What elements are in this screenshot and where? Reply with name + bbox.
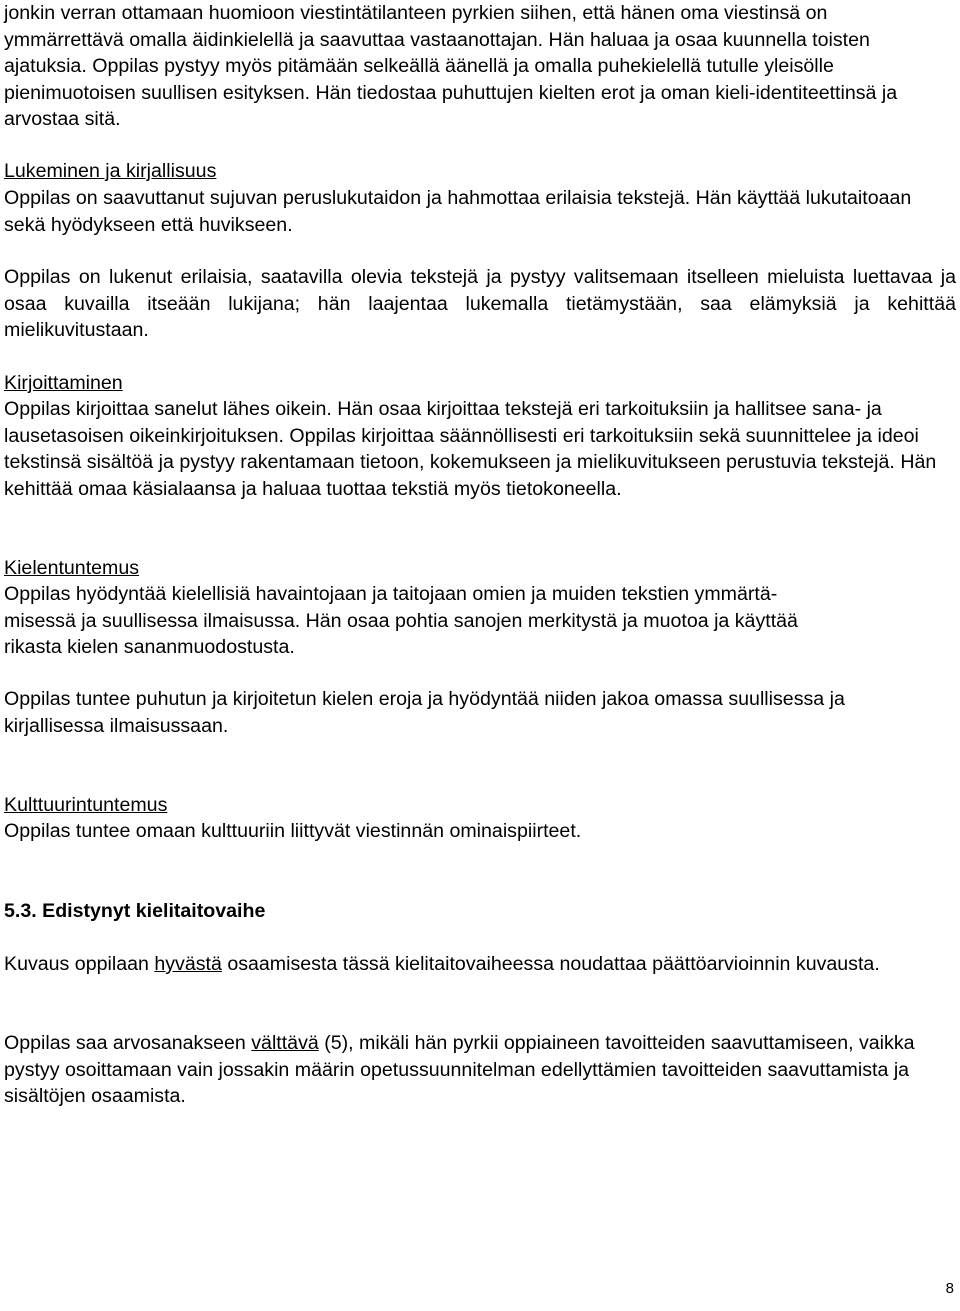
- culture-paragraph-1: Oppilas tuntee omaan kulttuuriin liittyvät viestinnän ominaispiirteet.: [4, 820, 582, 842]
- language-awareness-paragraph-1: [4, 581, 956, 661]
- page-number: 8: [945, 1280, 954, 1297]
- reading-paragraph-2: Oppilas on lukenut erilaisia, saatavilla olevia tekstejä ja pystyy valitsemaan itselleen mieluista luettavaa ja osaa kuvailla itseään lukijana; hän laajentaa lukemalla tietämystään, saa elämyksiä ja kehittää mielikuvitustaan.: [4, 266, 956, 341]
- advanced-p2-after: (5), mikäli hän pyrkii oppiaineen tavoitteiden saavuttamiseen, vaikka pystyy osoittamaan vain jossakin määrin opetussuunnitelman edellyttämien tavoitteiden saavuttamista ja sisältöjen osaamista.: [4, 1032, 915, 1107]
- advanced-paragraph-1: [4, 951, 949, 978]
- language-awareness-heading: Kielentuntemus: [4, 557, 140, 579]
- writing-heading: Kirjoittaminen: [4, 372, 123, 394]
- advanced-p1-after: osaamisesta tässä kielitaitovaiheessa noudattaa päättöarvioinnin kuvausta.: [221, 953, 880, 975]
- grade-good-link: hyvästä: [154, 953, 222, 975]
- advanced-p2-before: Oppilas saa arvosanakseen: [4, 1032, 252, 1054]
- grade-fair-link: välttävä: [251, 1032, 319, 1054]
- intro-paragraph: jonkin verran ottamaan huomioon viestintätilanteen pyrkien siihen, että hänen oma viestinsä on ymmärrettävä omalla äidinkielellä ja saavuttaa vastaanottajan. Hän haluaa ja osaa kuunnella toisten ajatuksia. Oppilas pystyy myös pitämään selkeällä äänellä ja omalla puhekielellä tutulle yleisölle pienimuotoisen suullisen esityksen. Hän tiedostaa puhuttujen kielten erot ja oman kieli-identiteettinsä ja arvostaa sitä.: [4, 2, 898, 130]
- language-awareness-line-3: rikasta kielen sananmuodostusta.: [4, 636, 295, 658]
- culture-heading: Kulttuurintuntemus: [4, 794, 168, 816]
- reading-paragraph-1: Oppilas on saavuttanut sujuvan peruslukutaidon ja hahmottaa erilaisia tekstejä. Hän käyttää lukutaitoaan sekä hyödykseen että huvikseen.: [4, 187, 912, 236]
- reading-heading: Lukeminen ja kirjallisuus: [4, 160, 217, 182]
- section-heading-advanced: 5.3. Edistynyt kielitaitovaihe: [4, 900, 266, 922]
- writing-paragraph-1: Oppilas kirjoittaa sanelut lähes oikein. Hän osaa kirjoittaa tekstejä eri tarkoituksiin ja hallitsee sana- ja lausetasoisen oikeinkirjoituksen. Oppilas kirjoittaa säännöllisesti eri tarkoituksiin sekä suunnittelee ja ideoi tekstinsä sisältöä ja pystyy rakentamaan tietoon, kokemukseen ja mielikuvitukseen perustuvia tekstejä. Hän kehittää omaa käsialaansa ja haluaa tuottaa tekstiä myös tietokoneella.: [4, 398, 937, 500]
- language-awareness-line-2: misessä ja suullisessa ilmaisussa. Hän osaa pohtia sanojen merkitystä ja muotoa ja käyttää: [4, 609, 798, 632]
- advanced-paragraph-2: [4, 1030, 949, 1110]
- language-awareness-paragraph-2: Oppilas tuntee puhutun ja kirjoitetun kielen eroja ja hyödyntää niiden jakoa omassa suullisessa ja kirjallisessa ilmaisussaan.: [4, 688, 845, 737]
- advanced-p1-before: Kuvaus oppilaan: [4, 953, 155, 975]
- language-awareness-line-1: Oppilas hyödyntää kielellisiä havaintojaan ja taitojaan omien ja muiden tekstien ymmärtä-: [4, 583, 778, 605]
